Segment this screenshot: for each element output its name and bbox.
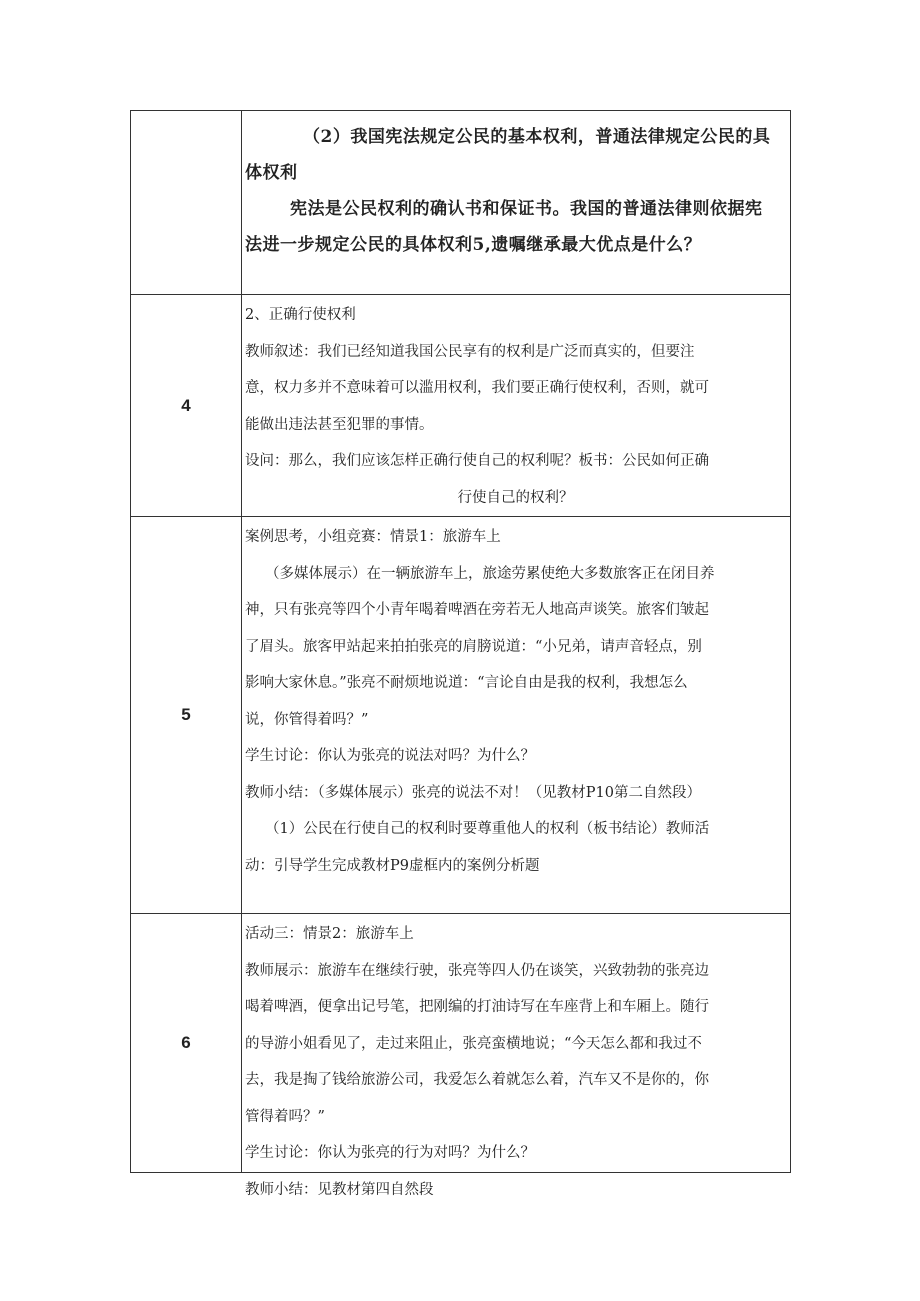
step-number-cell — [131, 111, 242, 295]
paragraph-line: 设问：那么，我们应该怎样正确行使自己的权利呢？板书：公民如何正确 — [245, 453, 709, 469]
paragraph-line: 行使自己的权利？ — [457, 489, 574, 506]
step-content-cell — [242, 111, 791, 295]
paragraph-line: 能做出违法甚至犯罪的事情。 — [245, 416, 434, 433]
table-row — [131, 295, 791, 517]
paragraph-line: （2）我国宪法规定公民的基本权利，普通法律规定公民的具 — [303, 127, 771, 147]
paragraph-line: 教师叙述：我们已经知道我国公民享有的权利是广泛而真实的，但要注 — [245, 343, 695, 360]
step-number: 5 — [181, 705, 191, 724]
footer-note: 教师小结：见教材第四自然段 — [245, 1182, 434, 1198]
step-number-cell — [131, 517, 242, 914]
paragraph-line: 教师展示：旅游车在继续行驶，张亮等四人仍在谈笑，兴致勃勃的张亮边 — [245, 962, 709, 979]
paragraph-line: 了眉头。旅客甲站起来拍拍张亮的肩膀说道：“小兄弟，请声音轻点，别 — [245, 638, 702, 655]
paragraph-line: （1）公民在行使自己的权利时要尊重他人的权利（板书结论）教师活 — [265, 821, 710, 837]
paragraph-line: 神，只有张亮等四个小青年喝着啤酒在旁若无人地高声谈笑。旅客们皱起 — [245, 602, 709, 618]
paragraph-line: 学生讨论：你认为张亮的行为对吗？为什么？ — [245, 1145, 535, 1161]
paragraph-line: 宪法是公民权利的确认书和保证书。我国的普通法律则依据宪 — [290, 199, 763, 219]
paragraph-line: 意，权力多并不意味着可以滥用权利，我们要正确行使权利，否则，就可 — [245, 380, 709, 396]
step-content-cell — [242, 517, 791, 914]
paragraph-line: 体权利 — [245, 163, 298, 183]
section-heading: 2、正确行使权利 — [245, 307, 356, 323]
step-number-cell — [131, 914, 242, 1173]
lesson-plan-table — [130, 110, 791, 1173]
paragraph-line: （多媒体展示）在一辆旅游车上，旅途劳累使绝大多数旅客正在闭目养 — [265, 565, 715, 582]
section-heading: 活动三：情景2：旅游车上 — [245, 926, 414, 942]
section-heading: 案例思考，小组竞赛：情景1：旅游车上 — [245, 529, 501, 545]
table-row — [131, 914, 791, 1173]
paragraph-line: 动：引导学生完成教材P9虚框内的案例分析题 — [245, 857, 540, 874]
table-row — [131, 111, 791, 295]
step-content-cell — [242, 295, 791, 517]
paragraph-line: 的导游小姐看见了，走过来阻止，张亮蛮横地说；“今天怎么都和我过不 — [245, 1035, 702, 1052]
paragraph-line: 喝着啤酒，便拿出记号笔，把刚编的打油诗写在车座背上和车厢上。随行 — [245, 999, 709, 1015]
paragraph-line: 管得着吗？” — [245, 1108, 325, 1125]
paragraph-line: 教师小结：（多媒体展示）张亮的说法不对！（见教材P10第二自然段） — [245, 784, 701, 801]
table-row — [131, 517, 791, 914]
paragraph-line: 去，我是掏了钱给旅游公司，我爱怎么着就怎么着，汽车又不是你的，你 — [245, 1072, 709, 1088]
step-content-cell — [242, 914, 791, 1173]
step-number-cell — [131, 295, 242, 517]
paragraph-line: 法进一步规定公民的具体权利5,遗嘱继承最大优点是什么？ — [245, 235, 702, 255]
paragraph-line: 学生讨论：你认为张亮的说法对吗？为什么？ — [245, 748, 535, 764]
step-number: 4 — [181, 395, 191, 415]
paragraph-line: 说，你管得着吗？” — [245, 711, 369, 728]
step-number: 6 — [181, 1032, 191, 1052]
paragraph-line: 影响大家休息。”张亮不耐烦地说道：“言论自由是我的权利，我想怎么 — [245, 675, 688, 691]
